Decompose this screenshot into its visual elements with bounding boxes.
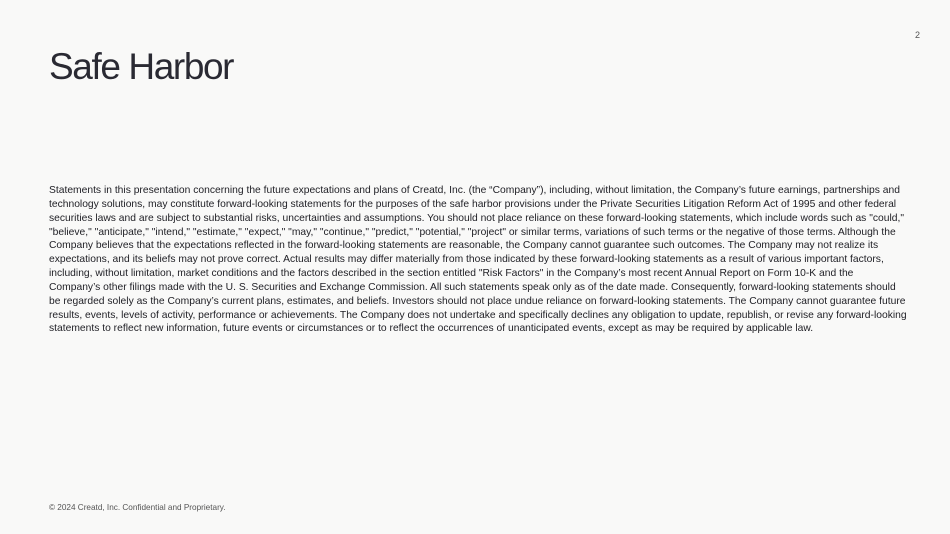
safe-harbor-statement: Statements in this presentation concerning the future expectations and plans of Creatd, Inc. (the “Company”), including, without limitation, the Company’s future earnings, partnerships and technology solutions, may constitute forward-looking statements for the purposes of the safe harbor provisions under the Private Securities Litigation Reform Act of 1995 and other federal securities laws and are subject to substantial risks, uncertainties and assumptions. You should not place reliance on these forward-looking statements, which include words such as "could," "believe," "anticipate," "intend," "estimate," "expect," "may," "continue," "predict," "potential," "project" or similar terms, variations of such terms or the negative of those terms. Although the Company believes that the expectations reflected in the forward-looking statements are reasonable, the Company cannot guarantee such outcomes. The Company may not realize its expectations, and its beliefs may not prove correct. Actual results may differ materially from those indicated by these forward-looking statements as a result of various important factors, including, without limitation, market conditions and the factors described in the section entitled "Risk Factors" in the Company’s most recent Annual Report on Form 10-K and the Company’s other filings made with the U. S. Securities and Exchange Commission. All such statements speak only as of the date made. Consequently, forward-looking statements should be regarded solely as the Company’s current plans, estimates, and beliefs. Investors should not place undue reliance on forward-looking statements. The Company cannot guarantee future results, events, levels of activity, performance or achievements. The Company does not undertake and specifically declines any obligation to update, republish, or revise any forward-looking statements to reflect new information, future events or circumstances or to reflect the occurrences of unanticipated events, except as may be required by applicable law.	[49, 185, 907, 335]
page-number: 2	[914, 30, 920, 40]
copyright-footer: © 2024 Creatd, Inc. Confidential and Proprietary.	[49, 503, 226, 512]
page-title: Safe Harbor	[49, 46, 234, 87]
